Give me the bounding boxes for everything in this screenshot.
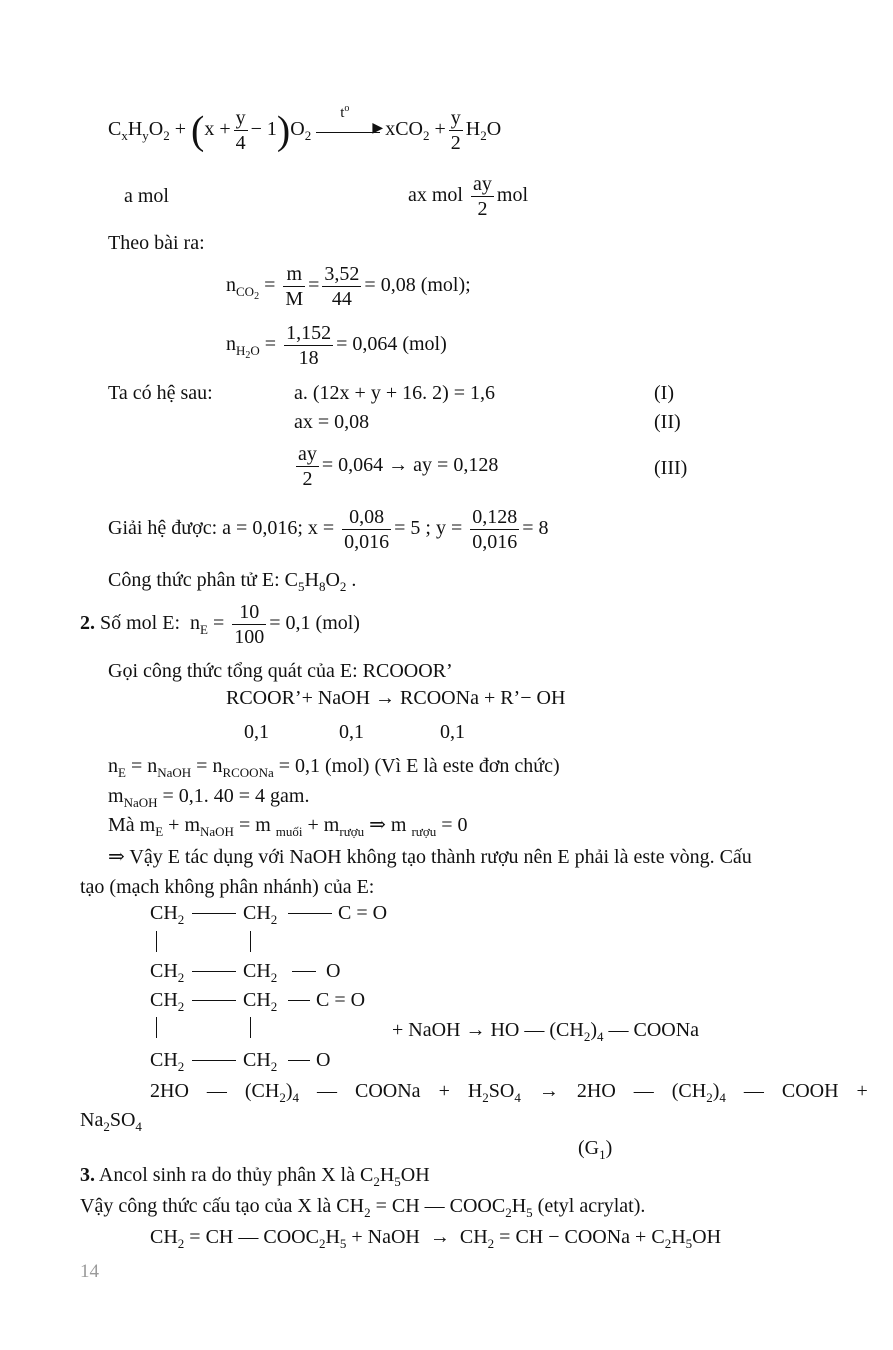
- ring2-bottom-mid: $CH_2$: [243, 1049, 278, 1074]
- coef-end: − 1: [250, 118, 277, 141]
- ring1-bond: [192, 913, 236, 914]
- ring2-top: $CH_2$: [150, 989, 185, 1014]
- ring1-bottom: $CH_2$: [150, 960, 185, 985]
- system-eq1-tag: (I): [654, 382, 674, 404]
- ring1-bond: [292, 971, 316, 972]
- coef-mid: x +: [204, 118, 231, 141]
- ring2-bond: [288, 1000, 310, 1001]
- formula-E: Công thức phân tử E: $C_5H_8O_2$ .: [108, 569, 357, 594]
- conclusion-line-1: ⇒ Vậy E tác dụng với NaOH không tạo thành rượu nên E phải là este vòng. Cấu: [108, 846, 752, 868]
- ring1-top: $CH_2$: [150, 902, 185, 927]
- system-eq2-tag: (II): [654, 411, 681, 433]
- products: xCO$_2$ +: [385, 118, 446, 144]
- plus-sign: +: [174, 118, 187, 141]
- system-label: Ta có hệ sau:: [108, 382, 213, 404]
- ring2-reaction: + NaOH → HO — $(CH_2)_4$ — COONa: [392, 1019, 700, 1044]
- ring1-bond: [156, 931, 157, 952]
- ring1-bond: [288, 913, 332, 914]
- system-eq2: ax = 0,08: [294, 411, 370, 433]
- part2-line: 2. Số mol E: $n_E$ = $\frac{10}{100}$ = 0,1 (mol): [80, 601, 360, 648]
- fraction-ay-over-2: $\frac{ay}{2}$: [473, 173, 492, 220]
- close-paren: ): [276, 107, 291, 153]
- part3-line: 3. Ancol sinh ra do thủy phân X là $C_2H_5OH$: [80, 1164, 430, 1189]
- ring2-bottom: $CH_2$: [150, 1049, 185, 1074]
- g1-label: $(G_1)$: [578, 1137, 613, 1162]
- n-h2o-equation: $n_{H_2O}$ = $\frac{1,152}{18}$ = 0,064 (mol): [226, 322, 447, 369]
- m-naoh: $m_{NaOH} = 0,1$. 40 = 4 gam.: [108, 785, 310, 810]
- fraction-y-over-2: $\frac{y}{2}$: [450, 107, 461, 154]
- ring1-oxygen: O: [326, 960, 341, 982]
- reaction1: RCOOR’+ NaOH → RCOONa + R’− OH: [226, 687, 566, 709]
- ring1-carbonyl: C = O: [338, 902, 388, 924]
- ring2-bond: [192, 1000, 236, 1001]
- acid-reaction-line-1: 2HO — $(CH_2)_4$ — COONa + $H_2SO_4 \to 2HO$ — $(CH_2)_4$ — COOH +: [150, 1080, 868, 1105]
- ring2-bond: [288, 1060, 310, 1061]
- acid-reaction-line-2: $Na_2SO_4$: [80, 1109, 142, 1134]
- ring1-top-mid: $CH_2$: [243, 902, 278, 927]
- ring2-bond: [156, 1017, 157, 1038]
- general-formula: Gọi công thức tổng quát của E: RCOOOR’: [108, 660, 453, 682]
- water-formula: $H_2O$: [465, 118, 502, 144]
- structure-X: Vậy công thức cấu tạo của X là $CH_2$ = CH — $COOC_2H_5$ (etyl acrylat).: [80, 1195, 646, 1220]
- oxygen-formula: $O_2$: [290, 118, 312, 144]
- ring1-bond: [250, 931, 251, 952]
- page-number: 14: [80, 1261, 99, 1282]
- reactant-formula: $C_xH_yO_2$: [108, 118, 170, 144]
- system-eq3-tag: (III): [654, 457, 688, 479]
- mass-balance: Mà $m_E + m_{NaOH} = m$ $_{muối} + m_{rượu}$ ⇒ m $_{rượu}$ = 0: [108, 814, 468, 839]
- mole-value-2: 0,1: [339, 721, 364, 743]
- n-co2-equation: $n_{CO_2}$ = $\frac{m}{M}$ = $\frac{3,52}{44}$ = 0,08 (mol);: [226, 263, 471, 310]
- mole-value-3: 0,1: [440, 721, 465, 743]
- ring2-oxygen: O: [316, 1049, 331, 1071]
- system-eq3: $\frac{ay}{2}$ = 0,064 → ay = 0,128: [298, 443, 499, 490]
- heat-condition: $t^o$: [340, 103, 350, 121]
- solve-line: Giải hệ được: a = 0,016; x = $\frac{0,08}{0,016}$ = 5 ; y = $\frac{0,128}{0,016}$ = 8: [108, 506, 549, 553]
- ring2-bond: [192, 1060, 236, 1061]
- n-equality: $n_E = n_{NaOH} = n_{RCOONa} = 0,1$ (mol) (Vì E là este đơn chức): [108, 755, 560, 780]
- theo-bai-ra: Theo bài ra:: [108, 232, 205, 254]
- reaction-X: $CH_2$ = CH — $COOC_2H_5$ + NaOH → $CH_2$ = CH − COONa + $C_2H_5OH$: [150, 1226, 722, 1251]
- mole-value-1: 0,1: [244, 721, 269, 743]
- open-paren: (: [191, 107, 205, 153]
- ring2-carbonyl: C = O: [316, 989, 366, 1011]
- ring1-bond: [192, 971, 236, 972]
- moles-ax: ax mol $\frac{ay}{2}$ mol: [408, 173, 529, 220]
- combustion-equation: [108, 103, 502, 155]
- fraction-y-over-4: $\frac{y}{4}$: [235, 107, 246, 154]
- conclusion-line-2: tạo (mạch không phân nhánh) của E:: [80, 876, 375, 898]
- reaction-arrow: $t^o$ ▶: [316, 128, 380, 133]
- moles-a: a mol: [124, 185, 169, 207]
- system-eq1: a. (12x + y + 16. 2) = 1,6: [294, 382, 496, 404]
- ring1-bottom-mid: $CH_2$: [243, 960, 278, 985]
- ring2-top-mid: $CH_2$: [243, 989, 278, 1014]
- ring2-bond: [250, 1017, 251, 1038]
